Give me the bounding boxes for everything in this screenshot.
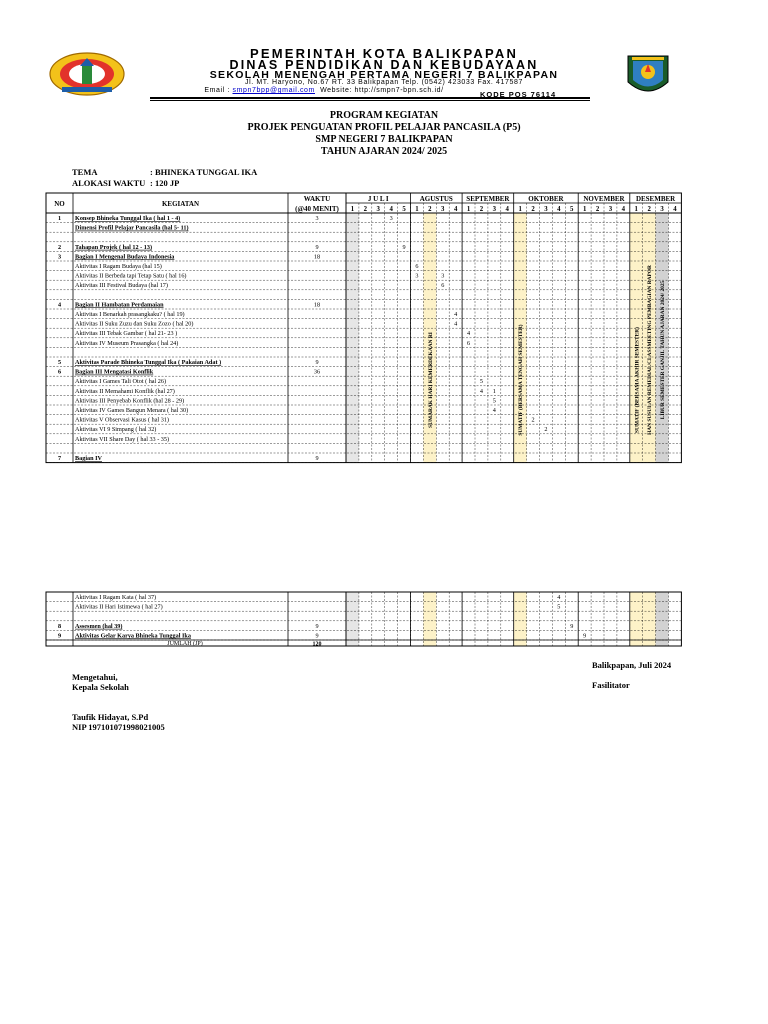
row-kegiatan: Aktivitas II Memahami Konflik (hal 27) <box>75 387 175 395</box>
row-kegiatan: Aktivitas I Benarkah prasangkaku? ( hal 19) <box>75 311 185 318</box>
shaded-column <box>346 592 359 646</box>
row-no: 3 <box>57 253 62 261</box>
row-week-value: 9 <box>583 632 587 640</box>
header-week: 2 <box>647 206 651 213</box>
header-week: 3 <box>441 206 445 213</box>
vertical-label: HAN SUSULAN REMEDIAL/CLASSMEETING PEMBAGIAN RAPOR <box>647 265 654 435</box>
row-kegiatan: Aktivitas III Penyebab Konflik (hal 28 - 29) <box>75 397 185 405</box>
mengetahui-label: Mengetahui, <box>72 672 118 682</box>
row-kegiatan: Aktivitas I Ragam Budaya (hal 15) <box>75 263 162 270</box>
postal-code: KODE POS 76114 <box>480 90 557 99</box>
header-week: 2 <box>479 206 484 213</box>
row-week-value: 4 <box>467 330 471 338</box>
row-kegiatan: Aktivitas III Tebak Gambar ( hal 21- 23 ) <box>75 330 178 338</box>
header-week: 1 <box>466 206 471 213</box>
header-week: 2 <box>595 206 600 213</box>
signatory-nip: NIP 197101071998021005 <box>72 722 165 732</box>
header-month: SEPTEMBER <box>466 195 510 203</box>
row-week-value: 4 <box>454 311 458 318</box>
row-no: 5 <box>57 359 62 366</box>
vertical-label: LIBUR SEMESTER GANJIL TAHUN AJARAN 2024/ 2025 <box>660 280 667 420</box>
header-week: 1 <box>415 206 419 213</box>
header-week: 4 <box>389 206 393 213</box>
row-week-value: 4 <box>557 594 561 601</box>
tema-label: TEMA <box>72 167 98 177</box>
row-kegiatan: Aktivitas V Observasi Kasus ( hal 31) <box>75 416 169 424</box>
email-link[interactable]: smpn7bpp@gmail.com <box>232 87 315 94</box>
jumlah-value: 120 <box>312 641 322 648</box>
header-week: 1 <box>350 206 355 213</box>
row-kegiatan: Bagian III Mengatasi Konflik <box>75 368 154 376</box>
shaded-column <box>514 592 527 646</box>
row-week-value: 6 <box>441 282 445 290</box>
title-line3: SMP NEGERI 7 BALIKPAPAN <box>315 134 453 145</box>
header-week: 1 <box>634 206 638 213</box>
row-kegiatan: Aktivitas Gelar Karya Bhineka Tunggal Ika <box>75 632 191 640</box>
letterhead-line3: SEKOLAH MENENGAH PERTAMA NEGERI 7 BALIKPAPAN <box>209 69 559 81</box>
header-week: 4 <box>557 206 561 213</box>
header-waktu: WAKTU <box>303 195 331 203</box>
row-no: 1 <box>57 215 62 222</box>
website-label: Website: <box>320 87 352 94</box>
row-week-value: 6 <box>467 339 471 347</box>
row-kegiatan: Aktivitas I Ragam Kata ( hal 37) <box>75 594 157 601</box>
shaded-column <box>630 592 643 646</box>
fasilitator-label: Fasilitator <box>592 680 630 690</box>
row-week-value: 3 <box>415 272 419 280</box>
header-kegiatan: KEGIATAN <box>161 200 200 208</box>
row-kegiatan: Bagian II Hambatan Perdamaian <box>75 301 164 309</box>
header-week: 1 <box>518 206 522 213</box>
header-month: J U L I <box>367 195 389 203</box>
header-week: 3 <box>492 206 497 213</box>
alokasi-label: ALOKASI WAKTU <box>72 178 146 188</box>
row-no: 8 <box>57 622 62 630</box>
letterhead-line1: PEMERINTAH KOTA BALIKPAPAN <box>249 46 519 61</box>
shaded-column <box>656 592 669 646</box>
row-waktu: 18 <box>313 253 321 261</box>
row-kegiatan: Aktivitas II Suku Zuzu dan Suku Zozo ( hal 20) <box>75 320 194 328</box>
row-week-value: 5 <box>479 378 483 386</box>
row-no: 4 <box>57 301 62 309</box>
row-waktu: 9 <box>315 455 319 462</box>
header-week: 2 <box>531 206 535 213</box>
website-link[interactable]: http://smpn7-bpn.sch.id/ <box>354 87 444 94</box>
header-no: NO <box>54 200 65 208</box>
row-kegiatan: Assesmen (hal 39) <box>75 622 123 630</box>
signatory-name: Taufik Hidayat, S.Pd <box>72 712 149 722</box>
tema-value: : BHINEKA TUNGGAL IKA <box>150 167 258 177</box>
letterhead-address: Jl. MT. Haryono, No.67 RT. 33 Balikpapan Telp. (0542) 423033 Fax. 417587 <box>245 79 523 86</box>
row-kegiatan: Tahapan Projek ( hal 12 - 13) <box>75 243 153 251</box>
title-line4: TAHUN AJARAN 2024/ 2025 <box>320 146 448 157</box>
vertical-label: SUMARAK HARI KEMERDEKAAN RI <box>427 332 434 428</box>
jumlah-label: JUMLAH (JP) <box>167 641 203 647</box>
row-week-value: 9 <box>570 622 574 630</box>
header-month: DESEMBER <box>635 195 676 203</box>
header-waktu-unit: (@40 MENIT) <box>295 205 339 213</box>
row-kegiatan: Aktivitas III Festival Budaya (hal 17) <box>75 282 168 290</box>
row-waktu: 18 <box>313 301 321 309</box>
row-kegiatan: Aktivitas IV Games Bangun Menara ( hal 30) <box>75 407 189 414</box>
row-week-value: 9 <box>402 243 406 251</box>
header-week: 3 <box>608 206 613 213</box>
row-week-value: 6 <box>415 263 419 270</box>
row-kegiatan: Aktivitas IV Museum Prasangka ( hal 24) <box>75 339 179 347</box>
header-week: 3 <box>660 206 664 213</box>
title-line2: PROJEK PENGUATAN PROFIL PELAJAR PANCASILA (P5) <box>247 122 521 133</box>
header-week: 4 <box>673 206 677 213</box>
row-kegiatan: Konsep Bhineka Tunggal Ika ( hal 1 - 4) <box>75 215 181 222</box>
place-date: Balikpapan, Juli 2024 <box>592 660 672 670</box>
header-week: 5 <box>402 206 406 213</box>
header-week: 4 <box>505 206 509 213</box>
header-week: 1 <box>582 206 587 213</box>
header-week: 2 <box>428 206 432 213</box>
letterhead-line2: DINAS PENDIDIKAN DAN KEBUDAYAAN <box>229 58 539 72</box>
vertical-label: SUMATIF (BERSAMA AKHIR SEMESTER) <box>634 327 641 433</box>
header-month: NOVEMBER <box>583 195 625 203</box>
header-week: 3 <box>544 206 548 213</box>
row-kegiatan: Aktivitas Parade Bhineka Tunggal Ika ( Pakaian Adat ) <box>75 359 222 366</box>
vertical-label: SUMATIF (BERSAMA TENGAH SEMESTER) <box>518 324 525 436</box>
row-waktu: 36 <box>313 368 321 376</box>
row-week-value: 4 <box>454 320 458 328</box>
shaded-column <box>423 592 436 646</box>
row-week-value: 3 <box>389 215 393 222</box>
row-waktu: 9 <box>315 359 319 366</box>
row-kegiatan: Bagian IV <box>75 455 102 462</box>
row-no: 7 <box>57 455 62 462</box>
header-week: 4 <box>621 206 626 213</box>
row-kegiatan: Bagian I Mengenal Budaya Indonesia <box>75 253 175 261</box>
row-week-value: 1 <box>492 387 496 395</box>
header-month: AGUSTUS <box>419 195 453 203</box>
header-week: 3 <box>376 206 380 213</box>
row-week-value: 3 <box>441 272 445 280</box>
shaded-column <box>643 592 656 646</box>
header-week: 2 <box>363 206 368 213</box>
header-month: OKTOBER <box>528 195 564 203</box>
row-waktu: 3 <box>315 215 319 222</box>
row-week-value: 5 <box>492 397 496 405</box>
row-kegiatan: Aktivitas VI 9 Simpang ( hal 32) <box>75 426 157 434</box>
title-line1: PROGRAM KEGIATAN <box>329 110 439 121</box>
row-kegiatan: Aktivitas II Hari Istimewa ( hal 27) <box>75 603 163 611</box>
header-week: 5 <box>570 206 574 213</box>
row-week-value: 4 <box>492 407 496 414</box>
row-week-value: 2 <box>544 426 548 434</box>
row-week-value: 4 <box>479 387 483 395</box>
row-waktu: 9 <box>315 243 319 251</box>
row-kegiatan: Dimensi Profil Pelajar Pancasila (hal 5- 11) <box>75 224 189 232</box>
row-waktu: 9 <box>315 622 319 630</box>
row-week-value: 2 <box>531 416 535 424</box>
row-kegiatan: Aktivitas VII Share Day ( hal 33 - 35) <box>75 435 170 443</box>
header-week: 4 <box>453 206 458 213</box>
email-label: Email : <box>204 87 230 94</box>
row-waktu: 9 <box>315 632 319 640</box>
alokasi-value: : 120 JP <box>150 178 180 188</box>
row-no: 2 <box>57 243 62 251</box>
row-kegiatan: Aktivitas I Games Tali Otot ( hal 26) <box>75 378 167 386</box>
row-kegiatan: Aktivitas II Berbeda tapi Tetap Satu ( hal 16) <box>75 272 187 280</box>
kepala-sekolah-label: Kepala Sekolah <box>72 682 129 692</box>
row-week-value: 5 <box>557 603 561 611</box>
row-no: 6 <box>57 368 62 376</box>
row-no: 9 <box>57 632 62 640</box>
